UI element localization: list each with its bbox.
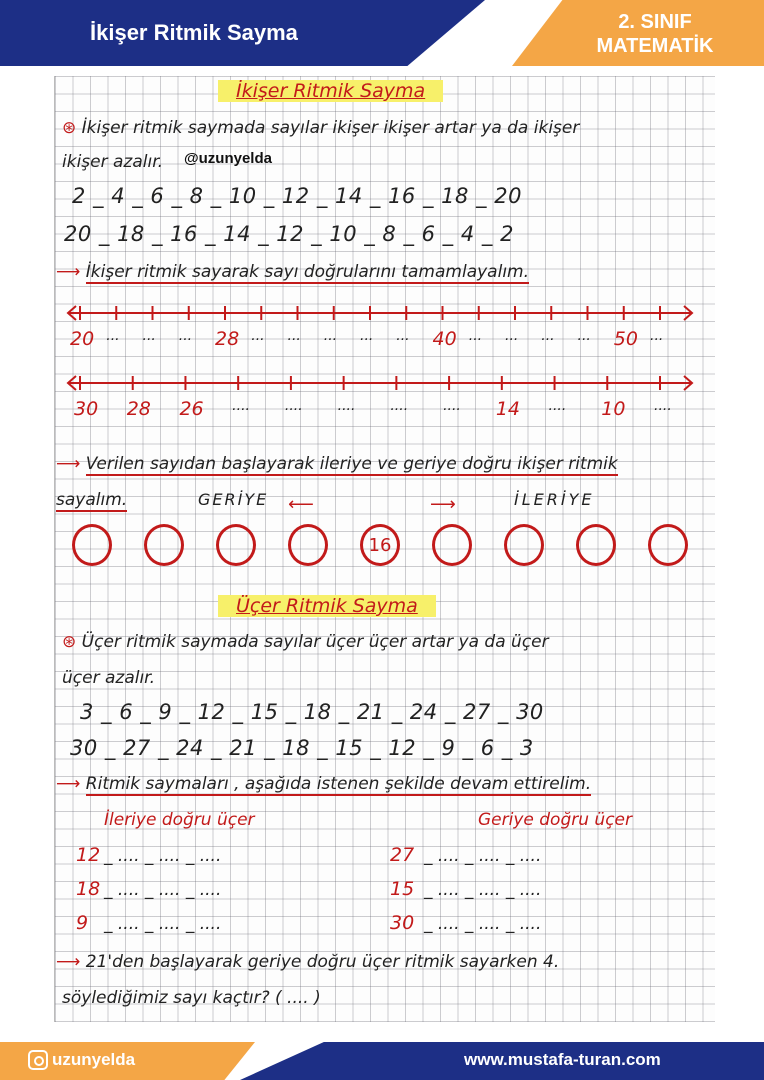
section2-info [62, 632, 549, 652]
forward-label: İLERİYE [514, 490, 595, 509]
number-line-label: 10 [601, 398, 626, 420]
task3-text: Ritmik saymaları , aşağıda istenen şekilde devam ettirelim. [85, 774, 592, 794]
answer-circle[interactable] [648, 524, 688, 566]
task2 [56, 454, 618, 474]
section1-info-line1: İkişer ritmik saymada sayılar ikişer ikişer artar ya da ikişer [81, 118, 580, 138]
number-line-label: .... [390, 398, 409, 414]
number-line-label: ... [396, 328, 410, 344]
answer-circle[interactable] [504, 524, 544, 566]
task1 [56, 262, 529, 282]
number-line-2 [60, 370, 710, 400]
page-title: İkişer Ritmik Sayma [90, 20, 298, 45]
watermark: @uzunyelda [184, 150, 272, 167]
task3 [56, 774, 591, 794]
forward-blanks-1: _ .... _ .... _ .... [104, 846, 222, 866]
section1-row-down: 20 _ 18 _ 16 _ 14 _ 12 _ 10 _ 8 _ 6 _ 4 _ 2 [64, 222, 514, 246]
number-line-label: 20 [70, 328, 95, 350]
answer-circle[interactable] [144, 524, 184, 566]
number-line-1 [60, 300, 710, 330]
answer-circle[interactable] [432, 524, 472, 566]
number-line-label: .... [284, 398, 303, 414]
question-line2: söylediğimiz sayı kaçtır? ( .... ) [62, 988, 321, 1008]
number-line-label: 30 [74, 398, 99, 420]
section2-info-line2: üçer azalır. [62, 668, 156, 688]
section1-title: İkişer Ritmik Sayma [218, 80, 443, 102]
task2-text-line1: Verilen sayıdan başlayarak ileriye ve geriye doğru ikişer ritmik [85, 454, 618, 474]
number-line-label: 26 [179, 398, 204, 420]
grade-label: 2. SINIF [618, 11, 692, 33]
backward-start-2: 15 [390, 878, 415, 900]
number-line-label: 28 [215, 328, 240, 350]
task2-text-line2: sayalım. [56, 490, 128, 510]
number-line-label: ... [541, 328, 555, 344]
backward-blanks-3: _ .... _ .... _ .... [424, 914, 542, 934]
number-line-label: ... [505, 328, 519, 344]
number-line-label: ... [178, 328, 193, 344]
number-line-label: ... [287, 328, 301, 344]
star-bullet-icon: ⊛ [62, 118, 77, 138]
section2-info-line1: Üçer ritmik saymada sayılar üçer üçer artar ya da üçer [81, 632, 549, 652]
forward-blanks-2: _ .... _ .... _ .... [104, 880, 222, 900]
section2-row-down: 30 _ 27 _ 24 _ 21 _ 18 _ 15 _ 12 _ 9 _ 6 _ 3 [70, 736, 534, 760]
backward-blanks-2: _ .... _ .... _ .... [424, 880, 542, 900]
question-line1: 21'den başlayarak geriye doğru üçer ritmik sayarken 4. [85, 952, 560, 972]
arrow-right-icon: ⟶ [56, 454, 81, 474]
answer-circle[interactable] [576, 524, 616, 566]
section2-title: Üçer Ritmik Sayma [218, 595, 436, 617]
forward-start-1: 12 [76, 844, 101, 866]
center-number: 16 [368, 534, 392, 556]
number-line-label: ... [251, 328, 265, 344]
number-line-label: ... [106, 328, 120, 344]
number-line-label: .... [654, 398, 672, 414]
back-label: GERİYE [198, 490, 269, 509]
subject-label: MATEMATİK [596, 35, 714, 57]
instagram-icon [28, 1050, 48, 1070]
number-line-label: ... [142, 328, 156, 344]
number-line-label: 14 [495, 398, 520, 420]
instagram-handle: uzunyelda [52, 1050, 136, 1069]
star-bullet-icon: ⊛ [62, 632, 77, 652]
number-line-2-labels [74, 398, 694, 424]
number-line-label: .... [443, 398, 461, 414]
forward-blanks-3: _ .... _ .... _ .... [104, 914, 222, 934]
number-line-label: ... [577, 328, 591, 344]
question [56, 952, 559, 972]
number-line-label: .... [337, 398, 356, 414]
backward-blanks-1: _ .... _ .... _ .... [424, 846, 542, 866]
number-line-label: ... [650, 328, 664, 344]
backward-start-3: 30 [390, 912, 415, 934]
section1-info-line2: ikişer azalır. [62, 152, 164, 172]
forward-start-2: 18 [76, 878, 101, 900]
arrow-left-icon: ⟵ [288, 494, 314, 515]
number-line-label: 50 [613, 328, 638, 350]
section1-info [62, 118, 579, 138]
number-line-label: 28 [126, 398, 151, 420]
number-line-label: ... [323, 328, 338, 344]
section1-row-up: 2 _ 4 _ 6 _ 8 _ 10 _ 12 _ 14 _ 16 _ 18 _ 20 [72, 184, 522, 208]
grade-subject-label [560, 10, 750, 58]
arrow-right-icon: ⟶ [56, 774, 81, 794]
section2-row-up: 3 _ 6 _ 9 _ 12 _ 15 _ 18 _ 21 _ 24 _ 27 _ 30 [80, 700, 544, 724]
forward-start-3: 9 [76, 912, 89, 934]
arrow-right-icon: ⟶ [56, 952, 81, 972]
center-number-circle [360, 524, 400, 566]
number-line-1-labels [70, 328, 690, 354]
number-line-label: .... [548, 398, 567, 414]
website-link[interactable]: www.mustafa-turan.com [464, 1050, 661, 1069]
answer-circle[interactable] [72, 524, 112, 566]
number-line-label: ... [360, 328, 374, 344]
forward-header: İleriye doğru üçer [104, 810, 255, 830]
task1-text: İkişer ritmik sayarak sayı doğrularını tamamlayalım. [85, 262, 530, 282]
arrow-right-icon: ⟶ [56, 262, 81, 282]
backward-header: Geriye doğru üçer [478, 810, 632, 830]
answer-circle[interactable] [288, 524, 328, 566]
number-line-label: .... [232, 398, 250, 414]
number-line-label: 40 [432, 328, 457, 350]
number-line-label: ... [468, 328, 483, 344]
arrow-right-icon: ⟶ [430, 494, 456, 515]
backward-start-1: 27 [390, 844, 415, 866]
answer-circle[interactable] [216, 524, 256, 566]
